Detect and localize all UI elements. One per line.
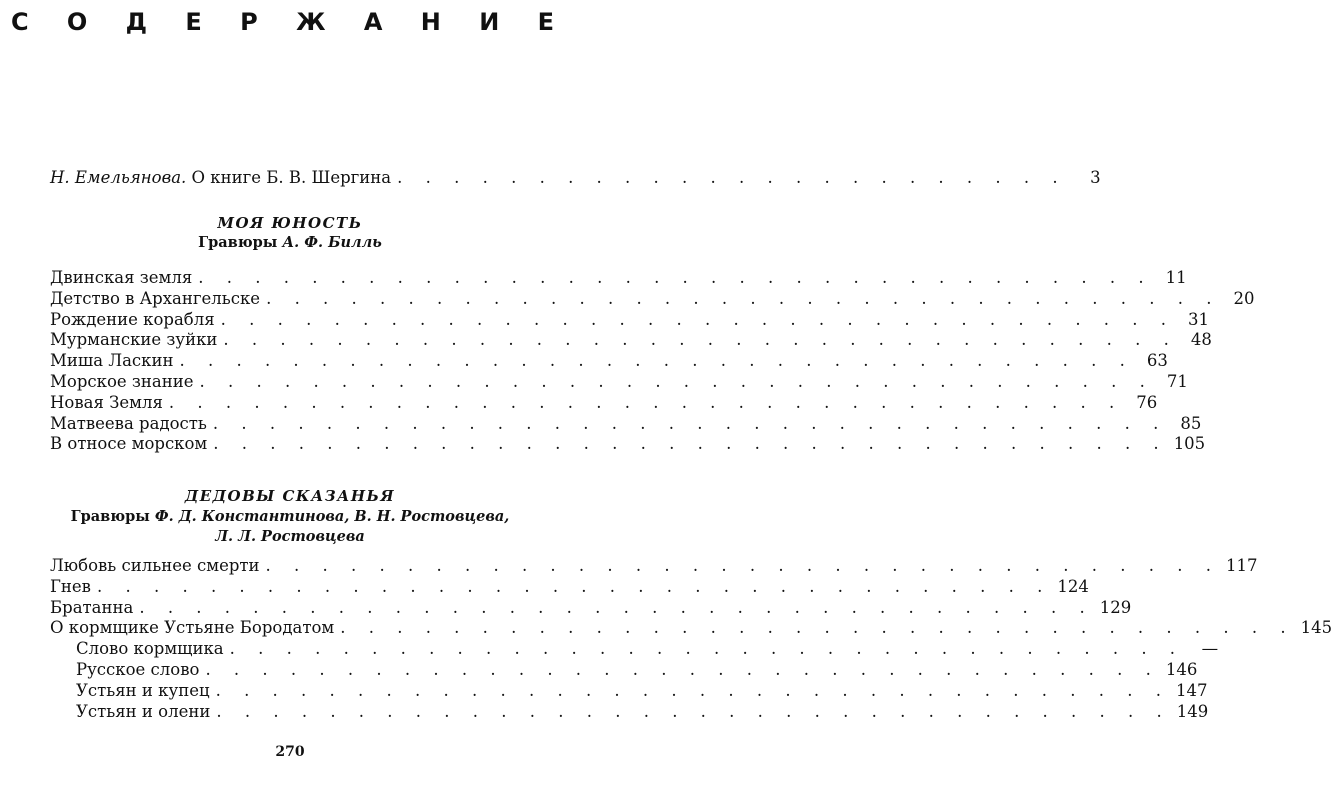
page-number: 270 (275, 744, 305, 760)
engravings-prefix: Гравюры (70, 508, 155, 525)
dot-leader: . . . . . . . . . . . . . . . . . . . . . . . . . . . . . . . . . . (215, 680, 1170, 700)
toc-entry-intro (50, 168, 1101, 188)
dot-leader: . . . . . . . . . . . . . . . . . . . . . . . . . . . . . . . . . . (213, 434, 1168, 454)
dot-leader: . . . . . . . . . . . . . . . . . . . . . . . . . . . . . . . . . . (198, 268, 1153, 287)
dot-leader: . . . . . . . . . . . . . . . . . . . . . . . . . . . . . . . . . . (340, 618, 1295, 638)
toc-entry (50, 576, 1089, 597)
toc-entry-page: 145 (1300, 618, 1332, 638)
dot-leader: . . . . . . . . . . . . . . . . . . . . . . . . . . . . . . . . . . (216, 701, 1171, 721)
toc-entry (50, 556, 1258, 576)
engravers: А. Ф. Билль (282, 234, 382, 251)
dot-leader: . . . . . . . . . . . . . . . . . . . . . . . . . . . . . . . . . . (265, 556, 1220, 575)
toc-entry (50, 597, 1132, 618)
engravings-prefix: Гравюры (198, 234, 283, 251)
toc-entry (50, 351, 1168, 371)
toc-entry (76, 701, 1209, 722)
dot-leader: . . . . . . . . . . . . . . . . . . . . . . . . . . . . . . . . . . (223, 330, 1178, 350)
toc-entry-title: Устьян и купец (76, 680, 210, 700)
toc-entry (50, 618, 1332, 638)
toc-entry-page: 48 (1190, 330, 1212, 350)
toc-entry (76, 639, 1219, 659)
toc-entry (50, 268, 1187, 288)
dot-leader: . . . . . . . . . . . . . . . . . . . . . . . . . . . . . . . . . . (212, 413, 1168, 433)
dot-leader: . . . . . . . . . . . . . . . . . . . . . . . . (397, 168, 1067, 187)
toc-entry-title: Любовь сильнее смерти (50, 556, 260, 575)
toc-entry-title: Морское знание (50, 372, 194, 391)
section-engravings-2-line2 (0, 528, 580, 545)
toc-entry (50, 372, 1188, 392)
toc-entry (50, 413, 1202, 434)
toc-entry-page: 85 (1180, 413, 1202, 433)
toc-entry (76, 660, 1198, 680)
toc-entry-page: 76 (1136, 392, 1158, 412)
toc-entry-title: Новая Земля (50, 392, 163, 412)
toc-entry-title: Слово кормщика (76, 639, 224, 659)
toc-entry-page: 124 (1057, 576, 1089, 596)
toc-entry-page: 117 (1225, 556, 1258, 575)
dot-leader: . . . . . . . . . . . . . . . . . . . . . . . . . . . . . . . . . . (179, 351, 1134, 371)
toc-entry-title: Рождение корабля (50, 309, 215, 329)
toc-entry-page: 31 (1188, 309, 1210, 329)
toc-entry-page: 147 (1176, 680, 1208, 700)
toc-entry-page: — (1201, 639, 1219, 659)
toc-entry-title: Детство в Архангельске (50, 288, 261, 308)
toc-entry-page: 3 (1090, 168, 1101, 187)
dot-leader: . . . . . . . . . . . . . . . . . . . . . . . . . . . . . . . . . . (266, 288, 1221, 308)
toc-entry-page: 149 (1176, 701, 1209, 721)
section-title-1: МОЯ ЮНОСТЬ (217, 214, 363, 232)
toc-entry-page: 11 (1165, 268, 1187, 287)
toc-entry-title: Миша Ласкин (50, 351, 174, 371)
toc-entry-title-text: О книге Б. В. Шергина (186, 168, 392, 187)
toc-entry-page: 20 (1233, 288, 1255, 308)
dot-leader: . . . . . . . . . . . . . . . . . . . . . . . . . . . . . . . . . . (96, 576, 1052, 596)
toc-entry-title: Двинская земля (50, 268, 193, 287)
section-engravings-1 (0, 234, 580, 251)
toc-entry-title: Гнев (50, 576, 91, 596)
toc-entry-title (50, 168, 391, 188)
toc-entry-title: Матвеева радость (50, 413, 207, 433)
toc-entry-title: Устьян и олени (76, 701, 211, 721)
engravers: Л. Л. Ростовцева (215, 528, 365, 545)
engravers: Ф. Д. Константинова, В. Н. Ростовцева, (154, 508, 510, 525)
toc-entry (76, 680, 1208, 701)
toc-entry (50, 288, 1255, 309)
toc-entry (50, 434, 1206, 454)
toc-entry-author: Н. Емельянова. (50, 168, 187, 187)
page-title: С О Д Е Р Ж А Н И Е (10, 8, 570, 36)
toc-entry-title: Русское слово (76, 660, 200, 679)
dot-leader: . . . . . . . . . . . . . . . . . . . . . . . . . . . . . . . . . . (199, 372, 1154, 391)
toc-entry-page: 129 (1099, 597, 1132, 617)
toc-entry-title: Мурманские зуйки (50, 330, 218, 350)
section-title-2: ДЕДОВЫ СКАЗАНЬЯ (184, 487, 396, 505)
dot-leader: . . . . . . . . . . . . . . . . . . . . . . . . . . . . . . . . . . (229, 639, 1185, 659)
dot-leader: . . . . . . . . . . . . . . . . . . . . . . . . . . . . . . . . . . (205, 660, 1160, 679)
toc-entry-title: В относе морском (50, 434, 208, 454)
toc-entry-title: Братанна (50, 597, 134, 617)
toc-entry-page: 146 (1165, 660, 1198, 679)
toc-entry (50, 392, 1158, 413)
dot-leader: . . . . . . . . . . . . . . . . . . . . . . . . . . . . . . . . . . (168, 392, 1124, 412)
toc-entry (50, 330, 1212, 350)
toc-entry-page: 71 (1166, 372, 1188, 391)
section-engravings-2-line1 (0, 508, 580, 525)
toc-entry-page: 105 (1173, 434, 1206, 454)
toc-entry-page: 63 (1146, 351, 1168, 371)
dot-leader: . . . . . . . . . . . . . . . . . . . . . . . . . . . . . . . . . . (139, 597, 1094, 617)
toc-entry (50, 309, 1210, 330)
toc-entry-title: О кормщике Устьяне Бородатом (50, 618, 335, 638)
dot-leader: . . . . . . . . . . . . . . . . . . . . . . . . . . . . . . . . . . (220, 309, 1176, 329)
